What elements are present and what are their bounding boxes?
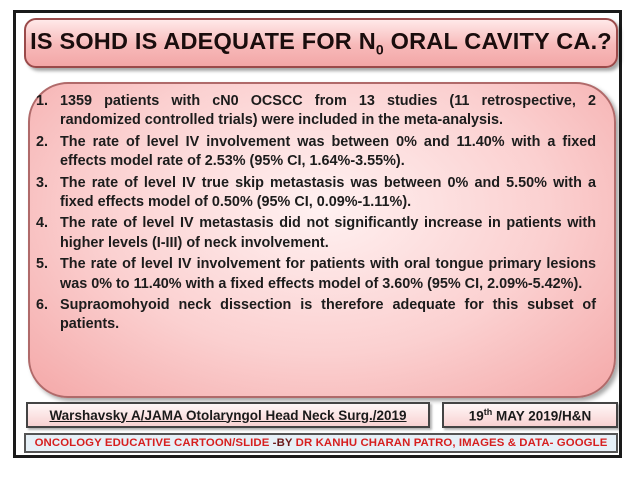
point-list [36,92,596,337]
reference-citation: Warshavsky A/JAMA Otolaryngol Head Neck Surg./2019 [49,407,407,423]
footer-credit: ONCOLOGY EDUCATIVE CARTOON/SLIDE -BY DR KANHU CHARAN PATRO, IMAGES & DATA- GOOGLE [34,437,608,449]
reference-box [26,402,430,428]
list-item: 1. 1359 patients with cN0 OCSCC from 13 studies (11 retrospective, 2 randomized controlled trials) were included in the meta-analysis. [36,93,596,129]
list-item: 6. Supraomohyoid neck dissection is therefore adequate for this subset of patients. [36,297,596,333]
list-item: 4. The rate of level IV metastasis did not significantly increase in patients with higher levels (I-III) of neck involvement. [36,215,596,251]
slide-date: 19th MAY 2019/H&N [468,406,592,424]
footer-banner [24,433,618,453]
list-item: 5. The rate of level IV involvement for patients with oral tongue primary lesions was 0% to 11.40% with a fixed effects model of 3.60% (95% CI, 2.09%-5.42%). [36,256,596,292]
list-item: 2. The rate of level IV involvement was between 0% and 11.40% with a fixed effects model rate of 2.53% (95% CI, 1.64%-3.55%). [36,133,596,170]
date-box [442,402,618,428]
list-item: 3. The rate of level IV true skip metastasis was between 0% and 5.50% with a fixed effects model of 0.50% (95% CI, 0.09%-1.11%). [36,174,596,211]
slide-title: IS SOHD IS ADEQUATE FOR $N_0$ ORAL CAVITY CA.? [30,28,612,58]
title-banner [24,18,618,68]
